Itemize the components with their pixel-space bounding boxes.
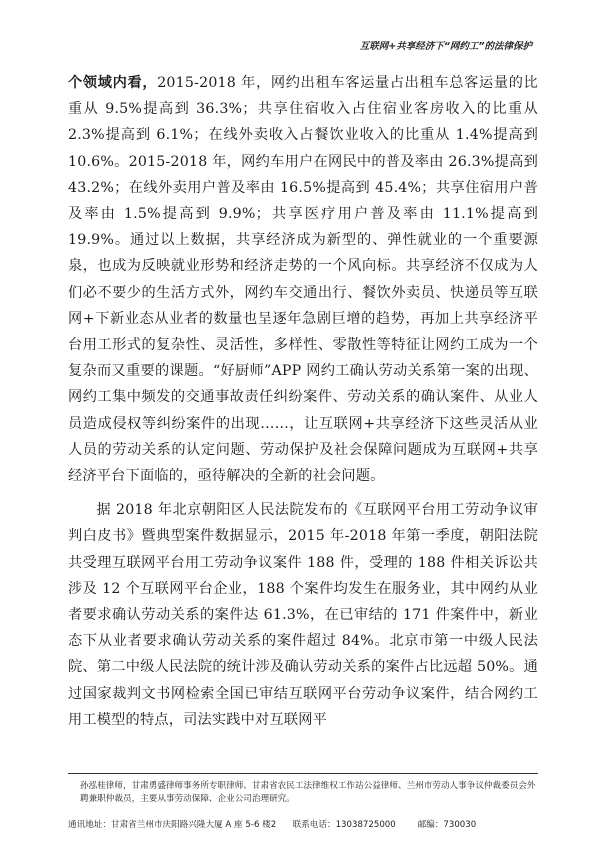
postcode-label: 邮编：	[417, 820, 444, 830]
paragraph-1-lead: 个领域内看，	[68, 75, 158, 91]
phone-label: 联系电话：	[292, 820, 336, 830]
address-label: 通讯地址：	[68, 820, 111, 830]
running-header: 互联网+共享经济下“网约工”的法律保护	[359, 41, 532, 52]
footnote-divider	[68, 773, 538, 774]
paragraph-1	[68, 70, 538, 489]
page-body	[68, 70, 538, 733]
address: 甘肃省兰州市庆阳路兴隆大厦 A 座 5-6 楼2	[110, 820, 277, 830]
footnote	[80, 780, 538, 806]
paragraph-2: 据 2018 年北京朝阳区人民法院发布的《互联网平台用工劳动争议审判白皮书》暨典型案件数据显示，2015 年-2018 年第一季度，朝阳法院共受理互联网平台用工劳动争议案件 188 件，受理的 188 件相关诉讼共涉及 12 个互联网平台企业，188 个案件均发生在服务业，其中网约从业者要求确认劳动关系的案件达 61.3%，在已审结的 171 件案件中，新业态下从业者要求确认劳动关系的案件超过 84%。北京市第一中级人民法院、第二中级人民法院的统计涉及确认劳动关系的案件占比远超 50%。通过国家裁判文书网检索全国已审结互联网平台劳动争议案件，结合网约工用工模型的特点，司法实践中对互联网平	[68, 502, 538, 728]
paragraph-1-text: 2015-2018 年，网约出租车客运量占出租车总客运量的比重从 9.5%提高到 36.3%；共享住宿收入占住宿业客房收入的比重从 2.3%提高到 6.1%；在线外卖收入占餐饮业收入的比重从 1.4%提高到 10.6%。2015-2018 年，网约车用户在网民中的普及率由 26.3%提高到 43.2%；在线外卖用户普及率由 16.5%提高到 45.4%；共享住宿用户普及率由 1.5%提高到 9.9%；共享医疗用户普及率由 11.1%提高到 19.9%。通过以上数据，共享经济成为新型的、弹性就业的一个重要源泉，也成为反映就业形势和经济走势的一个风向标。共享经济不仅成为人们必不要少的生活方式外，网约车交通出行、餐饮外卖员、快递员等互联网+下新业态从业者的数量也呈逐年急剧巨增的趋势，再加上共享经济平台用工形式的复杂性、灵活性，多样性、零散性等特征让网约工成为一个复杂而又重要的课题。“好厨师”APP 网约工确认劳动关系第一案的出现、网约工集中频发的交通事故责任纠纷案件、劳动关系的确认案件、从业人员造成侵权等纠纷案件的出现……，让互联网+共享经济下这些灵活从业人员的劳动关系的认定问题、劳动保护及社会保障问题成为互联网+共享经济平台下面临的，亟待解决的全新的社会问题。	[68, 75, 538, 485]
contact-line	[68, 818, 476, 830]
author-bio: 孙泓桂律师，甘肃勇盛律师事务所专职律师、甘肃省农民工法律维权工作站公益律师、兰州市劳动人事争议仲裁委员会外聘兼职仲裁员，主要从事劳动保障、企业公司治理研究。	[80, 781, 536, 804]
postcode: 730030	[443, 820, 477, 830]
phone: 13038725000	[335, 820, 396, 830]
